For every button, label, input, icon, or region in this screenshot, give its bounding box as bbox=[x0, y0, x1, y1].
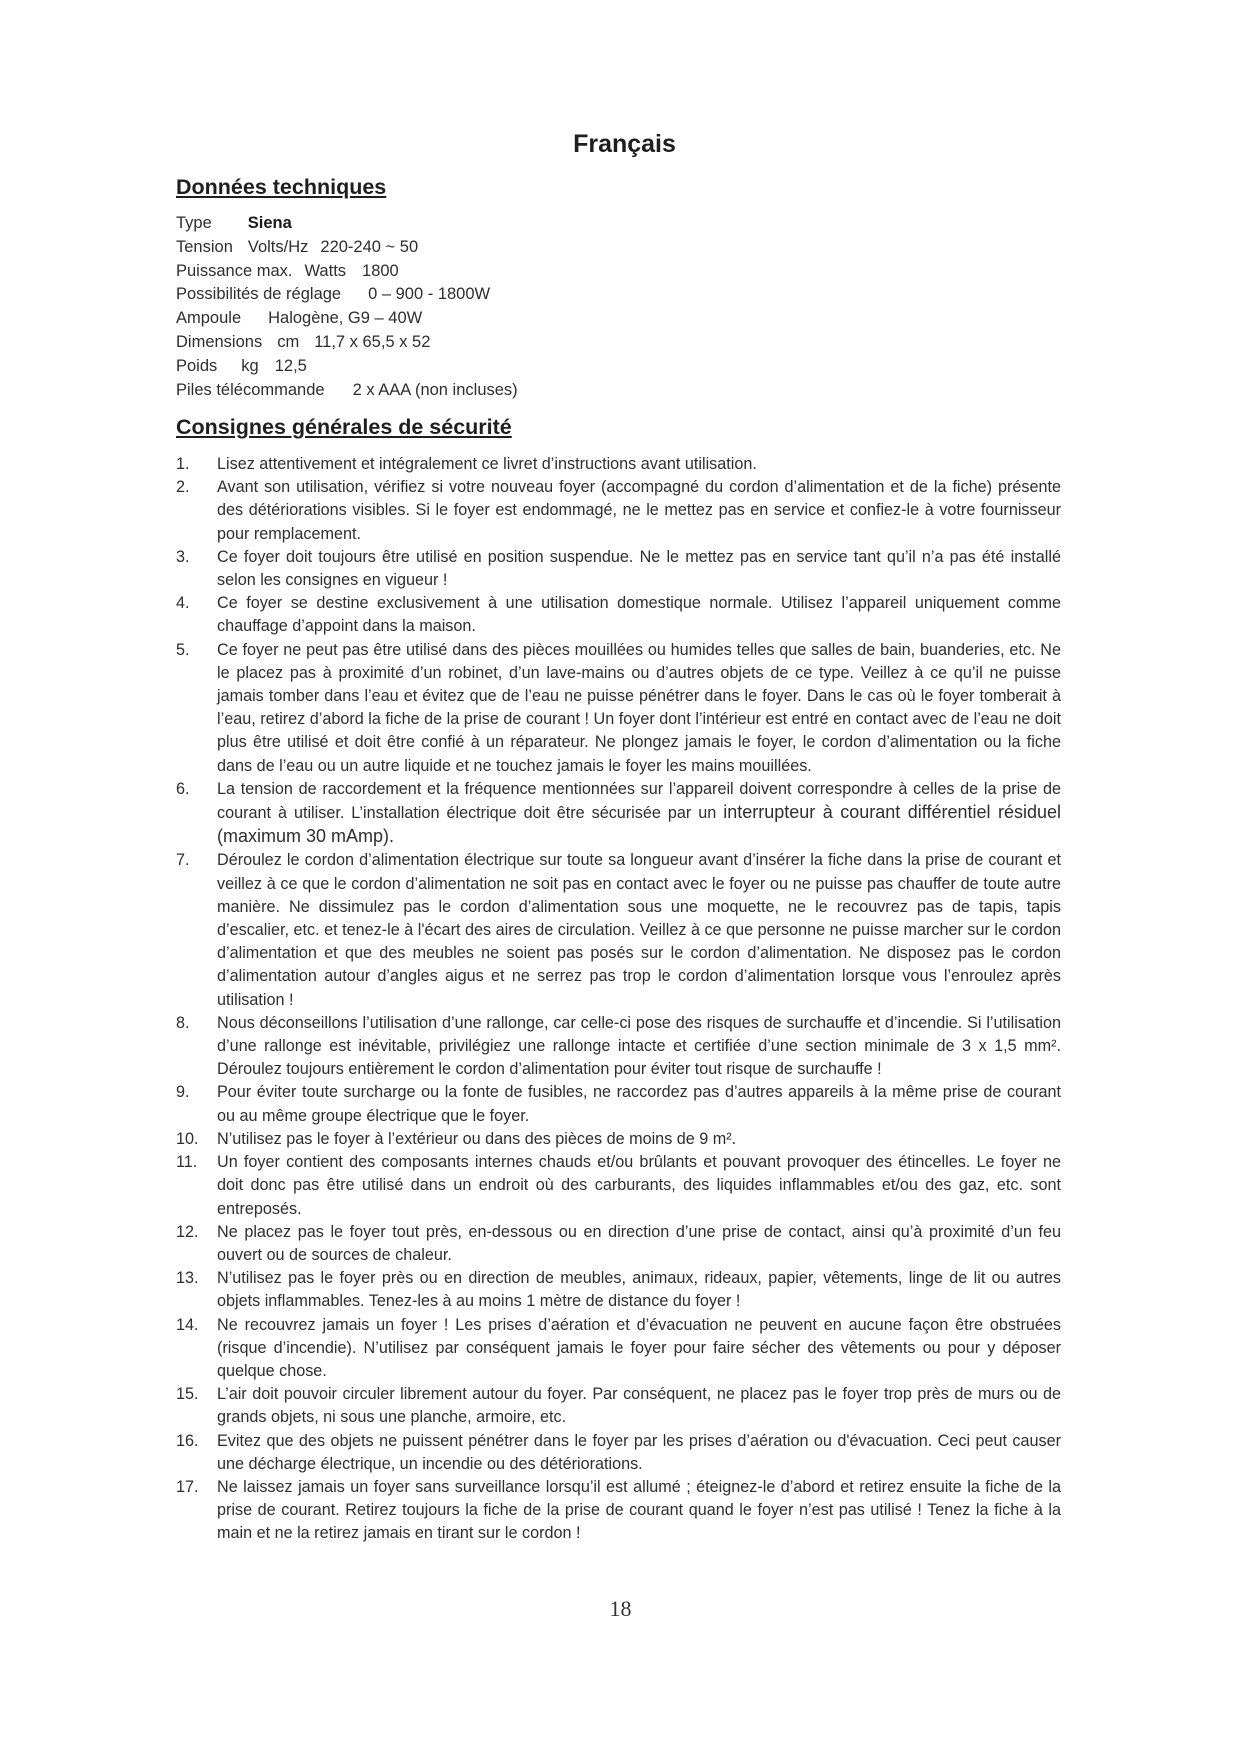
item-number: 16. bbox=[176, 1431, 199, 1450]
item-number: 3. bbox=[176, 547, 190, 566]
spec-row-weight bbox=[176, 355, 518, 379]
item-text: Déroulez le cordon d’alimentation électrique sur toute sa longueur avant d’insérer la fiche dans la prise de courant et veillez à ce que le cordon d’alimentation ne soit pas en contact avec le foyer ou ne puisse pas chauffer de toute autre manière. Ne dissimulez pas le cordon d’alimentation sous une moquette, ne le recouvrez pas de tapis, tapis d’escalier, etc. et tenez-le à l'écart des aires de circulation. Veillez à ce que personne ne puisse marcher sur le cordon d’alimentation et que des meubles ne soient pas posés sur le cordon d’alimentation. Ne disposez pas le cordon d’alimentation autour d’angles aigus et ne serrez pas trop le cordon d’alimentation lorsque vous l’enroulez après utilisation ! bbox=[217, 851, 1061, 1009]
list-item bbox=[176, 639, 1061, 778]
item-text: N’utilisez pas le foyer près ou en direction de meubles, animaux, rideaux, papier, vêtements, linge de lit ou autres objets inflammables. Tenez-les à au moins 1 mètre de distance du foyer ! bbox=[217, 1269, 1061, 1311]
tech-section-title: Données techniques bbox=[176, 175, 387, 199]
spec-label: Puissance max. bbox=[176, 261, 293, 280]
item-number: 17. bbox=[176, 1477, 199, 1496]
item-number: 12. bbox=[176, 1222, 199, 1241]
tech-specs bbox=[176, 212, 518, 402]
spec-row-settings bbox=[176, 283, 518, 307]
spec-row-batteries bbox=[176, 379, 518, 403]
page-number: 18 bbox=[609, 1596, 632, 1621]
item-text: La tension de raccordement et la fréquence mentionnées sur l’appareil doivent correspondre à celles de la prise de courant à utiliser. L’installation électrique doit être sécurisée par un bbox=[217, 779, 1061, 823]
spec-label: Ampoule bbox=[176, 309, 242, 328]
spec-value: 11,7 x 65,5 x 52 bbox=[314, 332, 431, 351]
item-number: 4. bbox=[176, 594, 190, 613]
item-number: 6. bbox=[176, 779, 190, 798]
item-number: 10. bbox=[176, 1129, 199, 1148]
spec-value: Halogène, G9 – 40W bbox=[268, 309, 423, 328]
list-item bbox=[176, 1476, 1061, 1546]
item-number: 14. bbox=[176, 1315, 199, 1334]
item-text: Un foyer contient des composants internes chauds et/ou brûlants et pouvant provoquer des étincelles. Le foyer ne doit donc pas être utilisé dans un endroit où des carburants, des liquides inflammables et/ou des gaz, etc. sont entreposés. bbox=[217, 1153, 1061, 1218]
list-item bbox=[176, 778, 1061, 850]
item-number: 9. bbox=[176, 1083, 190, 1102]
spec-label: Poids bbox=[176, 356, 218, 375]
spec-unit: cm bbox=[277, 332, 300, 351]
list-item bbox=[176, 1012, 1061, 1082]
spec-label: Tension bbox=[176, 237, 233, 256]
item-text: Lisez attentivement et intégralement ce livret d’instructions avant utilisation. bbox=[217, 455, 757, 473]
item-text: Ne recouvrez jamais un foyer ! Les prises d’aération et d’évacuation ne peuvent en aucune façon être obstruées (risque d’incendie). N’utilisez par conséquent jamais le foyer pour faire sécher des vêtements ou pour y déposer quelque chose. bbox=[217, 1315, 1061, 1380]
item-text: Ce foyer doit toujours être utilisé en position suspendue. Ne le mettez pas en service tant qu’il n’a pas été installé selon les consignes en vigueur ! bbox=[217, 547, 1061, 590]
item-text: N’utilisez pas le foyer à l’extérieur ou dans des pièces de moins de 9 m². bbox=[217, 1129, 737, 1148]
spec-value: 0 – 900 - 1800W bbox=[368, 285, 491, 304]
spec-row-tension bbox=[176, 236, 518, 260]
item-number: 15. bbox=[176, 1385, 199, 1404]
item-text: Nous déconseillons l’utilisation d’une rallonge, car celle-ci pose des risques de surchauffe et d’incendie. Si l’utilisation d’une rallonge est inévitable, privilégiez une rallonge intacte et certifiée d’une section minimale de 3 x 1,5 mm². Déroulez toujours entièrement le cordon d’alimentation pour éviter tout risque de surchauffe ! bbox=[217, 1013, 1061, 1079]
item-text: Pour éviter toute surcharge ou la fonte de fusibles, ne raccordez pas d’autres appareils à la même prise de courant ou au même groupe électrique que le foyer. bbox=[217, 1083, 1061, 1125]
list-item bbox=[176, 1221, 1061, 1267]
item-text: Evitez que des objets ne puissent pénétrer dans le foyer par les prises d’aération ou d'évacuation. Ceci peut causer une décharge électrique, un incendie ou des détériorations. bbox=[217, 1431, 1061, 1473]
list-item bbox=[176, 1267, 1061, 1313]
list-item bbox=[176, 1081, 1061, 1127]
item-text: Ne placez pas le foyer tout près, en-dessous ou en direction d’une prise de contact, ainsi qu’à proximité d’un feu ouvert ou de sources de chaleur. bbox=[217, 1222, 1061, 1264]
language-heading bbox=[0, 130, 1241, 159]
item-text-emphasis: interrupteur à courant différentiel résiduel (maximum 30 mAmp). bbox=[217, 802, 1062, 847]
list-item bbox=[176, 1128, 1061, 1151]
spec-unit: Volts/Hz bbox=[247, 237, 309, 256]
spec-label: Possibilités de réglage bbox=[176, 285, 342, 304]
item-text: Ne laissez jamais un foyer sans surveillance lorsqu’il est allumé ; éteignez-le d’abord et retirez ensuite la fiche de la prise de courant. Retirez toujours la fiche de la prise de courant quand le foyer n’est pas utilisé ! Tenez la fiche à la main et ne la retirez jamais en tirant sur le cordon ! bbox=[217, 1477, 1061, 1543]
safety-section-title: Consignes générales de sécurité bbox=[176, 415, 512, 439]
item-text: L’air doit pouvoir circuler librement autour du foyer. Par conséquent, ne placez pas le foyer trop près de murs ou de grands objets, ni sous une planche, armoire, etc. bbox=[217, 1385, 1061, 1427]
list-item bbox=[176, 1151, 1061, 1221]
language-heading-text: Français bbox=[573, 130, 676, 158]
spec-value: Siena bbox=[247, 214, 292, 232]
item-number: 8. bbox=[176, 1013, 190, 1032]
list-item bbox=[176, 1314, 1061, 1384]
item-text: Avant son utilisation, vérifiez si votre nouveau foyer (accompagné du cordon d’alimentation et de la fiche) présente des détériorations visibles. Si le foyer est endommagé, ne le mettez pas en service et confiez-le à votre fournisseur pour remplacement. bbox=[217, 478, 1061, 543]
item-number: 11. bbox=[176, 1153, 198, 1172]
list-item bbox=[176, 453, 1061, 476]
spec-row-type bbox=[176, 212, 518, 236]
list-item bbox=[176, 546, 1061, 592]
list-item bbox=[176, 1383, 1061, 1429]
spec-value: 2 x AAA (non incluses) bbox=[352, 380, 518, 399]
spec-row-power bbox=[176, 260, 518, 284]
item-number: 13. bbox=[176, 1269, 199, 1288]
list-item bbox=[176, 592, 1061, 638]
list-item bbox=[176, 476, 1061, 546]
spec-unit: kg bbox=[241, 356, 259, 375]
spec-value: 1800 bbox=[362, 261, 399, 280]
list-item bbox=[176, 1430, 1061, 1476]
safety-list bbox=[176, 453, 1061, 1546]
spec-row-bulb bbox=[176, 307, 518, 331]
item-text: Ce foyer ne peut pas être utilisé dans des pièces mouillées ou humides telles que salles de bain, buanderies, etc. Ne le placez pas à proximité d’un robinet, d’un lave-mains ou d’autres objets de ce type. Veillez à ce qu’il ne puisse jamais tomber dans l’eau et évitez que de l’eau ne puisse pénétrer dans le foyer. Dans le cas où le foyer tomberait à l’eau, retirez d’abord la fiche de la prise de courant ! Un foyer dont l’intérieur est entré en contact avec de l’eau ne doit plus être utilisé et doit être confié à un réparateur. Ne plongez jamais le foyer, le cordon d’alimentation ou la fiche dans de l’eau ou un autre liquide et ne touchez jamais le foyer les mains mouillées. bbox=[217, 640, 1061, 775]
spec-unit: Watts bbox=[304, 261, 347, 280]
spec-value: 220-240 ~ 50 bbox=[320, 237, 419, 256]
item-number: 2. bbox=[176, 478, 190, 497]
item-number: 5. bbox=[176, 640, 190, 659]
spec-label: Dimensions bbox=[176, 332, 263, 351]
spec-value: 12,5 bbox=[274, 356, 307, 375]
item-number: 7. bbox=[176, 851, 190, 870]
item-text: Ce foyer se destine exclusivement à une utilisation domestique normale. Utilisez l’appareil uniquement comme chauffage d’appoint dans la maison. bbox=[217, 594, 1061, 636]
spec-label: Piles télécommande bbox=[176, 380, 325, 399]
item-number: 1. bbox=[176, 455, 190, 473]
spec-row-dimensions bbox=[176, 331, 518, 355]
spec-label: Type bbox=[176, 214, 212, 232]
list-item bbox=[176, 849, 1061, 1011]
